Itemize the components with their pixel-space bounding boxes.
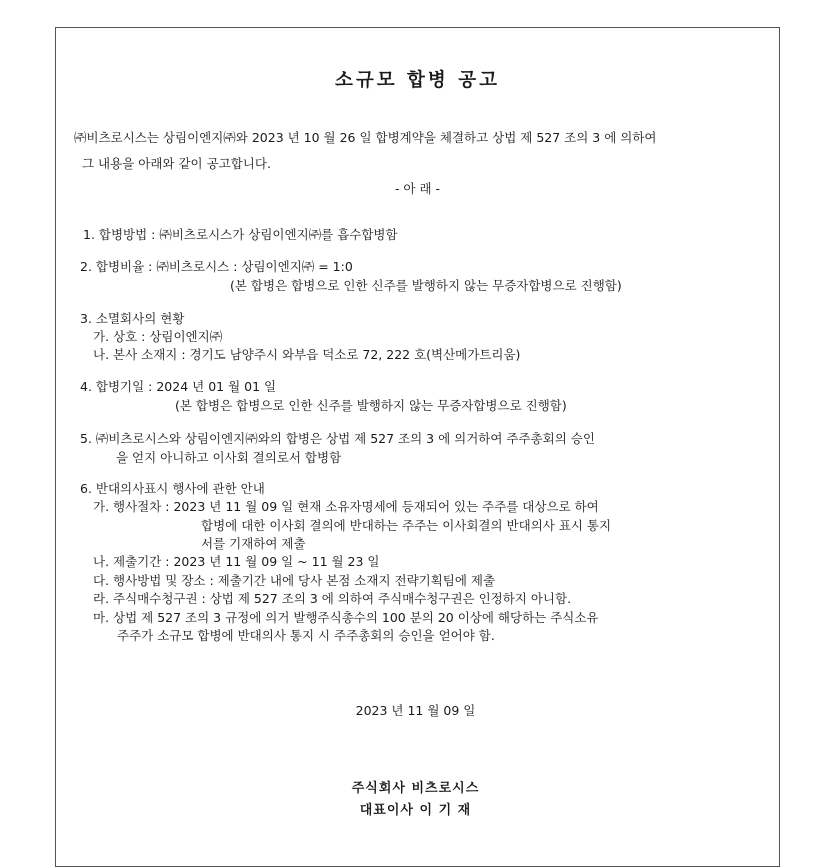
section-6-item-a-line-2: 합병에 대한 이사회 결의에 반대하는 주주는 이사회결의 반대의사 표시 통지 <box>201 518 612 533</box>
section-3-heading: 3. 소멸회사의 현황 <box>80 311 185 326</box>
section-6-item-a-line-1: 가. 행사절차 : 2023 년 11 월 09 일 현재 소유자명세에 등재되어 있는 주주를 대상으로 하여 <box>93 499 599 514</box>
section-2-line-2: (본 합병은 합병으로 인한 신주를 발행하지 않는 무증자합병으로 진행함) <box>230 278 622 293</box>
signature-company: 주식회사 비츠로시스 <box>351 781 480 796</box>
section-6-item-d: 라. 주식매수청구권 : 상법 제 527 조의 3 에 의하여 주식매수청구권은 인정하지 아니함. <box>93 591 572 606</box>
announcement-date: 2023 년 11 월 09 일 <box>355 703 476 718</box>
intro-line-1: ㈜비츠로시스는 상림이엔지㈜와 2023 년 10 월 26 일 합병계약을 체결하고 상법 제 527 조의 3 에 의하여 <box>74 130 657 145</box>
section-5-line-1: 5. ㈜비츠로시스와 상림이엔지㈜와의 합병은 상법 제 527 조의 3 에 의거하여 주주총회의 승인 <box>80 431 595 446</box>
document-border <box>55 27 780 867</box>
section-6-heading: 6. 반대의사표시 행사에 관한 안내 <box>80 481 265 496</box>
below-heading: - 아 래 - <box>394 181 441 196</box>
signature-ceo: 대표이사 이 기 재 <box>359 803 472 818</box>
section-6-item-e-line-1: 마. 상법 제 527 조의 3 규정에 의거 발행주식총수의 100 분의 20 이상에 해당하는 주식소유 <box>93 610 599 625</box>
section-6-item-c: 다. 행사방법 및 장소 : 제출기간 내에 당사 본점 소재지 전략기획팀에 제출 <box>93 573 496 588</box>
section-3-item-a: 가. 상호 : 상림이엔지㈜ <box>93 329 223 344</box>
intro-line-2: 그 내용을 아래와 같이 공고합니다. <box>82 156 271 171</box>
section-3-item-b: 나. 본사 소재지 : 경기도 남양주시 와부읍 덕소로 72, 222 호(벽산메가트리움) <box>93 347 521 362</box>
section-4-line-2: (본 합병은 합병으로 인한 신주를 발행하지 않는 무증자합병으로 진행함) <box>175 398 567 413</box>
section-6-item-e-line-2: 주주가 소규모 합병에 반대의사 통지 시 주주총회의 승인을 얻어야 함. <box>117 628 495 643</box>
section-1: 1. 합병방법 : ㈜비츠로시스가 상림이엔지㈜를 흡수합병함 <box>83 227 398 242</box>
section-4-line-1: 4. 합병기일 : 2024 년 01 월 01 일 <box>80 379 277 394</box>
section-6-item-b: 나. 제출기간 : 2023 년 11 월 09 일 ~ 11 월 23 일 <box>93 554 380 569</box>
section-5-line-2: 을 얻지 아니하고 이사회 결의로서 합병함 <box>116 450 342 465</box>
section-6-item-a-line-3: 서를 기재하여 제출 <box>201 536 306 551</box>
document-title: 소규모 합병 공고 <box>335 70 500 91</box>
section-2-line-1: 2. 합병비율 : ㈜비츠로시스 : 상림이엔지㈜ = 1:0 <box>80 259 353 274</box>
